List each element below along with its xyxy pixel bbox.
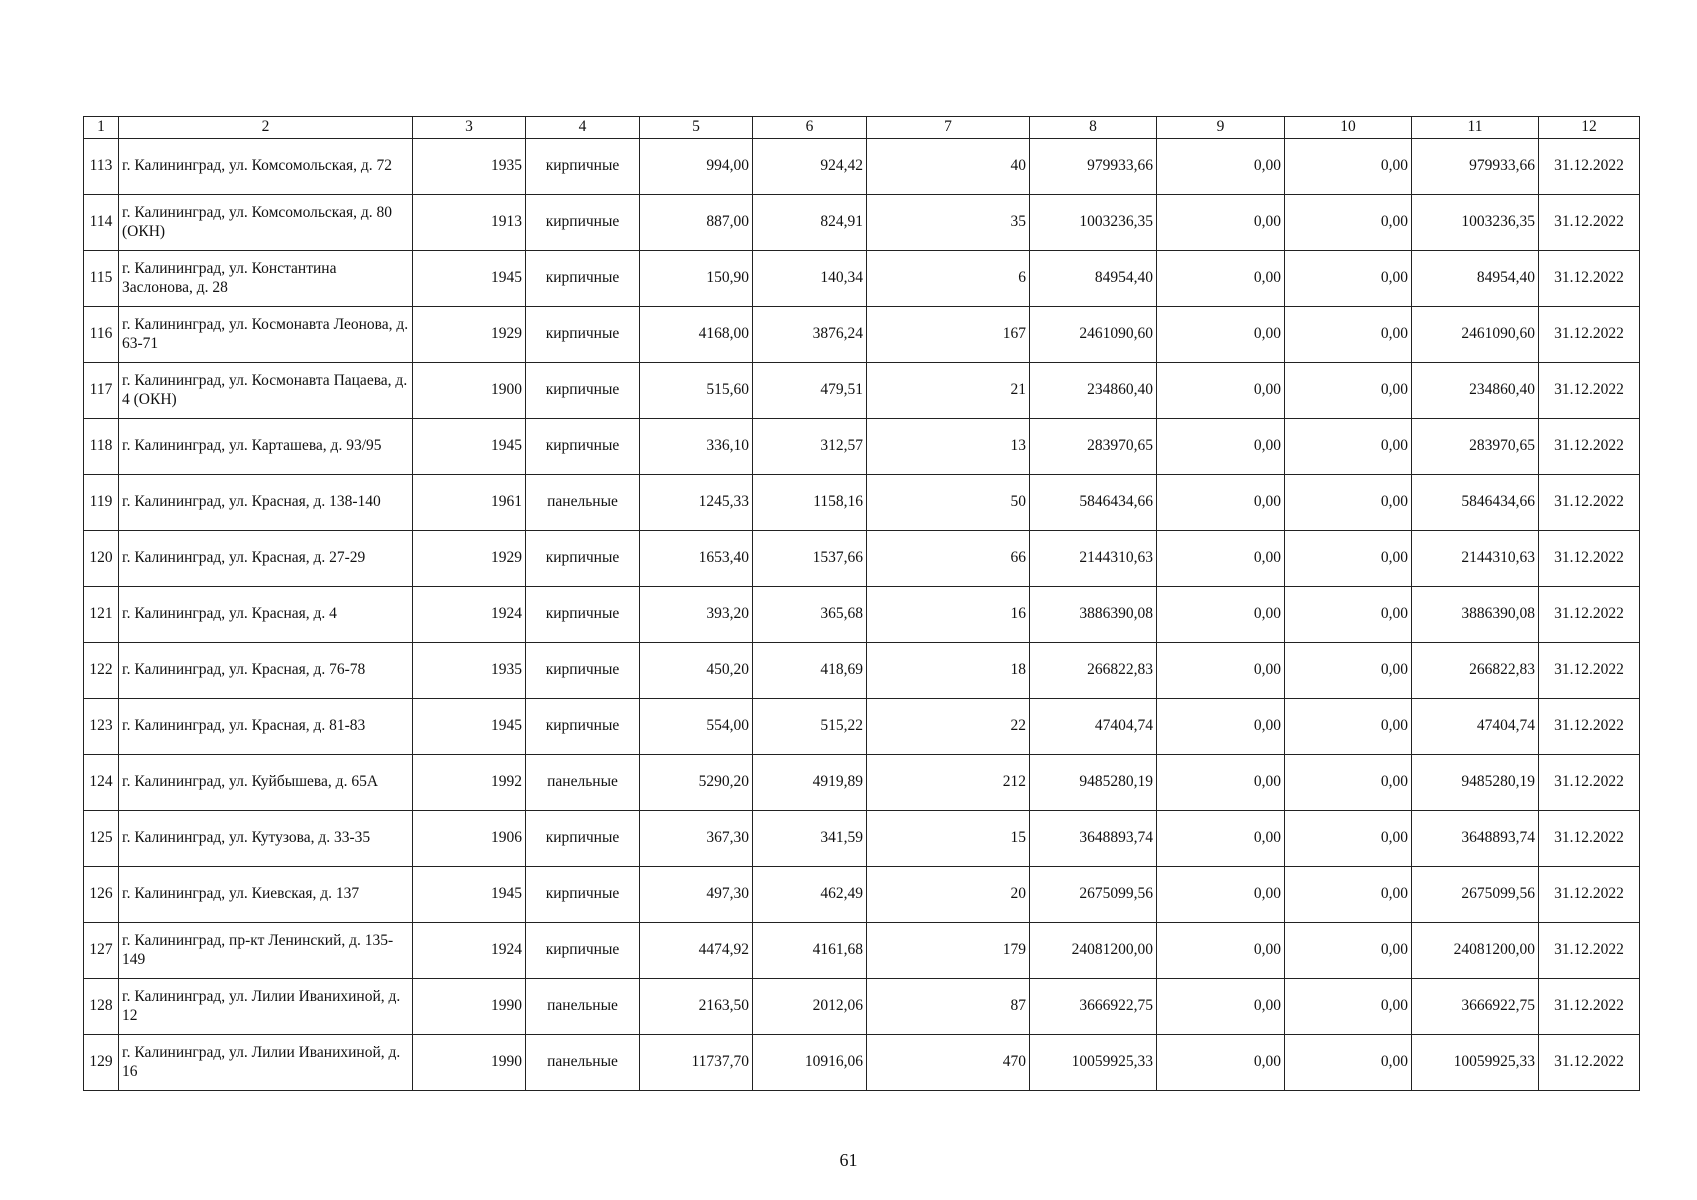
address-cell: г. Калининград, ул. Константина Заслонова, д. 28	[119, 251, 413, 307]
table-row	[84, 923, 1640, 979]
wall-material-cell: кирпичные	[526, 363, 640, 419]
living-area-cell: 2012,06	[753, 979, 867, 1035]
col-11-value-cell: 234860,40	[1412, 363, 1539, 419]
col-9-value-cell: 0,00	[1157, 923, 1285, 979]
column-header-12: 12	[1539, 117, 1640, 139]
build-year-cell: 1992	[413, 755, 526, 811]
row-index-cell: 124	[84, 755, 119, 811]
total-area-cell: 1653,40	[640, 531, 753, 587]
col-10-value-cell: 0,00	[1285, 363, 1412, 419]
col-11-value-cell: 2675099,56	[1412, 867, 1539, 923]
residents-cell: 13	[867, 419, 1030, 475]
cost-total-cell: 5846434,66	[1030, 475, 1157, 531]
col-10-value-cell: 0,00	[1285, 251, 1412, 307]
column-number-row	[84, 117, 1640, 139]
column-header-2: 2	[119, 117, 413, 139]
address-cell: г. Калининград, ул. Красная, д. 4	[119, 587, 413, 643]
build-year-cell: 1945	[413, 251, 526, 307]
address-cell: г. Калининград, ул. Красная, д. 27-29	[119, 531, 413, 587]
residents-cell: 20	[867, 867, 1030, 923]
table-row	[84, 979, 1640, 1035]
wall-material-cell: кирпичные	[526, 251, 640, 307]
residents-cell: 87	[867, 979, 1030, 1035]
address-cell: г. Калининград, ул. Куйбышева, д. 65А	[119, 755, 413, 811]
col-10-value-cell: 0,00	[1285, 307, 1412, 363]
total-area-cell: 497,30	[640, 867, 753, 923]
col-9-value-cell: 0,00	[1157, 307, 1285, 363]
build-year-cell: 1924	[413, 587, 526, 643]
total-area-cell: 5290,20	[640, 755, 753, 811]
wall-material-cell: кирпичные	[526, 811, 640, 867]
residents-cell: 167	[867, 307, 1030, 363]
table-row	[84, 699, 1640, 755]
living-area-cell: 10916,06	[753, 1035, 867, 1091]
wall-material-cell: кирпичные	[526, 531, 640, 587]
total-area-cell: 1245,33	[640, 475, 753, 531]
residents-cell: 18	[867, 643, 1030, 699]
address-cell: г. Калининград, ул. Кутузова, д. 33-35	[119, 811, 413, 867]
table-body	[84, 139, 1640, 1091]
table-row	[84, 251, 1640, 307]
total-area-cell: 11737,70	[640, 1035, 753, 1091]
col-9-value-cell: 0,00	[1157, 139, 1285, 195]
col-11-value-cell: 266822,83	[1412, 643, 1539, 699]
col-10-value-cell: 0,00	[1285, 811, 1412, 867]
col-10-value-cell: 0,00	[1285, 195, 1412, 251]
build-year-cell: 1906	[413, 811, 526, 867]
residents-cell: 50	[867, 475, 1030, 531]
deadline-date-cell: 31.12.2022	[1539, 307, 1640, 363]
col-9-value-cell: 0,00	[1157, 811, 1285, 867]
address-cell: г. Калининград, пр-кт Ленинский, д. 135-149	[119, 923, 413, 979]
deadline-date-cell: 31.12.2022	[1539, 867, 1640, 923]
column-header-1: 1	[84, 117, 119, 139]
wall-material-cell: кирпичные	[526, 419, 640, 475]
row-index-cell: 120	[84, 531, 119, 587]
deadline-date-cell: 31.12.2022	[1539, 755, 1640, 811]
residents-cell: 179	[867, 923, 1030, 979]
total-area-cell: 887,00	[640, 195, 753, 251]
table-row	[84, 811, 1640, 867]
total-area-cell: 336,10	[640, 419, 753, 475]
residents-cell: 15	[867, 811, 1030, 867]
address-cell: г. Калининград, ул. Красная, д. 81-83	[119, 699, 413, 755]
col-9-value-cell: 0,00	[1157, 195, 1285, 251]
col-10-value-cell: 0,00	[1285, 419, 1412, 475]
cost-total-cell: 1003236,35	[1030, 195, 1157, 251]
col-10-value-cell: 0,00	[1285, 867, 1412, 923]
address-cell: г. Калининград, ул. Лилии Иванихиной, д. 12	[119, 979, 413, 1035]
build-year-cell: 1935	[413, 139, 526, 195]
deadline-date-cell: 31.12.2022	[1539, 923, 1640, 979]
residents-cell: 22	[867, 699, 1030, 755]
cost-total-cell: 3648893,74	[1030, 811, 1157, 867]
address-cell: г. Калининград, ул. Комсомольская, д. 80 (ОКН)	[119, 195, 413, 251]
deadline-date-cell: 31.12.2022	[1539, 811, 1640, 867]
total-area-cell: 4168,00	[640, 307, 753, 363]
total-area-cell: 2163,50	[640, 979, 753, 1035]
build-year-cell: 1961	[413, 475, 526, 531]
col-9-value-cell: 0,00	[1157, 587, 1285, 643]
row-index-cell: 115	[84, 251, 119, 307]
row-index-cell: 119	[84, 475, 119, 531]
deadline-date-cell: 31.12.2022	[1539, 195, 1640, 251]
address-cell: г. Калининград, ул. Лилии Иванихиной, д. 16	[119, 1035, 413, 1091]
cost-total-cell: 3886390,08	[1030, 587, 1157, 643]
col-10-value-cell: 0,00	[1285, 643, 1412, 699]
residents-cell: 40	[867, 139, 1030, 195]
table-row	[84, 1035, 1640, 1091]
build-year-cell: 1929	[413, 531, 526, 587]
build-year-cell: 1924	[413, 923, 526, 979]
cost-total-cell: 2675099,56	[1030, 867, 1157, 923]
column-header-3: 3	[413, 117, 526, 139]
row-index-cell: 116	[84, 307, 119, 363]
cost-total-cell: 47404,74	[1030, 699, 1157, 755]
build-year-cell: 1945	[413, 419, 526, 475]
column-header-9: 9	[1157, 117, 1285, 139]
cost-total-cell: 234860,40	[1030, 363, 1157, 419]
living-area-cell: 341,59	[753, 811, 867, 867]
deadline-date-cell: 31.12.2022	[1539, 419, 1640, 475]
row-index-cell: 118	[84, 419, 119, 475]
col-10-value-cell: 0,00	[1285, 139, 1412, 195]
table-row	[84, 195, 1640, 251]
cost-total-cell: 3666922,75	[1030, 979, 1157, 1035]
deadline-date-cell: 31.12.2022	[1539, 139, 1640, 195]
col-9-value-cell: 0,00	[1157, 755, 1285, 811]
table-row	[84, 643, 1640, 699]
cost-total-cell: 24081200,00	[1030, 923, 1157, 979]
living-area-cell: 140,34	[753, 251, 867, 307]
residents-cell: 66	[867, 531, 1030, 587]
col-9-value-cell: 0,00	[1157, 867, 1285, 923]
build-year-cell: 1990	[413, 1035, 526, 1091]
col-11-value-cell: 2144310,63	[1412, 531, 1539, 587]
build-year-cell: 1935	[413, 643, 526, 699]
col-10-value-cell: 0,00	[1285, 699, 1412, 755]
col-9-value-cell: 0,00	[1157, 531, 1285, 587]
col-11-value-cell: 3666922,75	[1412, 979, 1539, 1035]
build-year-cell: 1929	[413, 307, 526, 363]
column-header-11: 11	[1412, 117, 1539, 139]
col-10-value-cell: 0,00	[1285, 475, 1412, 531]
wall-material-cell: панельные	[526, 475, 640, 531]
address-cell: г. Калининград, ул. Киевская, д. 137	[119, 867, 413, 923]
build-year-cell: 1913	[413, 195, 526, 251]
page-number: 61	[839, 1150, 858, 1170]
col-9-value-cell: 0,00	[1157, 251, 1285, 307]
address-cell: г. Калининград, ул. Красная, д. 138-140	[119, 475, 413, 531]
col-11-value-cell: 979933,66	[1412, 139, 1539, 195]
living-area-cell: 312,57	[753, 419, 867, 475]
col-10-value-cell: 0,00	[1285, 1035, 1412, 1091]
row-index-cell: 128	[84, 979, 119, 1035]
residents-cell: 16	[867, 587, 1030, 643]
cost-total-cell: 979933,66	[1030, 139, 1157, 195]
table-row	[84, 363, 1640, 419]
column-header-5: 5	[640, 117, 753, 139]
address-cell: г. Калининград, ул. Комсомольская, д. 72	[119, 139, 413, 195]
total-area-cell: 367,30	[640, 811, 753, 867]
build-year-cell: 1900	[413, 363, 526, 419]
deadline-date-cell: 31.12.2022	[1539, 587, 1640, 643]
address-cell: г. Калининград, ул. Космонавта Пацаева, д. 4 (ОКН)	[119, 363, 413, 419]
wall-material-cell: кирпичные	[526, 195, 640, 251]
col-11-value-cell: 24081200,00	[1412, 923, 1539, 979]
living-area-cell: 924,42	[753, 139, 867, 195]
wall-material-cell: кирпичные	[526, 587, 640, 643]
column-header-10: 10	[1285, 117, 1412, 139]
deadline-date-cell: 31.12.2022	[1539, 643, 1640, 699]
table-row	[84, 755, 1640, 811]
row-index-cell: 127	[84, 923, 119, 979]
col-11-value-cell: 5846434,66	[1412, 475, 1539, 531]
total-area-cell: 150,90	[640, 251, 753, 307]
deadline-date-cell: 31.12.2022	[1539, 979, 1640, 1035]
row-index-cell: 125	[84, 811, 119, 867]
total-area-cell: 450,20	[640, 643, 753, 699]
column-header-8: 8	[1030, 117, 1157, 139]
cost-total-cell: 2144310,63	[1030, 531, 1157, 587]
deadline-date-cell: 31.12.2022	[1539, 363, 1640, 419]
col-11-value-cell: 2461090,60	[1412, 307, 1539, 363]
living-area-cell: 1158,16	[753, 475, 867, 531]
living-area-cell: 462,49	[753, 867, 867, 923]
col-11-value-cell: 1003236,35	[1412, 195, 1539, 251]
living-area-cell: 479,51	[753, 363, 867, 419]
wall-material-cell: кирпичные	[526, 923, 640, 979]
address-cell: г. Калининград, ул. Космонавта Леонова, д. 63-71	[119, 307, 413, 363]
deadline-date-cell: 31.12.2022	[1539, 531, 1640, 587]
total-area-cell: 994,00	[640, 139, 753, 195]
cost-total-cell: 283970,65	[1030, 419, 1157, 475]
housing-register-table	[83, 116, 1640, 1091]
row-index-cell: 123	[84, 699, 119, 755]
col-10-value-cell: 0,00	[1285, 755, 1412, 811]
col-10-value-cell: 0,00	[1285, 587, 1412, 643]
wall-material-cell: панельные	[526, 1035, 640, 1091]
col-9-value-cell: 0,00	[1157, 979, 1285, 1035]
col-11-value-cell: 10059925,33	[1412, 1035, 1539, 1091]
wall-material-cell: кирпичные	[526, 643, 640, 699]
row-index-cell: 114	[84, 195, 119, 251]
col-11-value-cell: 47404,74	[1412, 699, 1539, 755]
deadline-date-cell: 31.12.2022	[1539, 1035, 1640, 1091]
living-area-cell: 3876,24	[753, 307, 867, 363]
col-11-value-cell: 283970,65	[1412, 419, 1539, 475]
col-9-value-cell: 0,00	[1157, 643, 1285, 699]
cost-total-cell: 266822,83	[1030, 643, 1157, 699]
table-row	[84, 139, 1640, 195]
wall-material-cell: кирпичные	[526, 699, 640, 755]
residents-cell: 21	[867, 363, 1030, 419]
table-row	[84, 531, 1640, 587]
col-10-value-cell: 0,00	[1285, 923, 1412, 979]
cost-total-cell: 84954,40	[1030, 251, 1157, 307]
col-11-value-cell: 3648893,74	[1412, 811, 1539, 867]
col-9-value-cell: 0,00	[1157, 363, 1285, 419]
cost-total-cell: 2461090,60	[1030, 307, 1157, 363]
col-10-value-cell: 0,00	[1285, 531, 1412, 587]
col-9-value-cell: 0,00	[1157, 475, 1285, 531]
total-area-cell: 554,00	[640, 699, 753, 755]
living-area-cell: 4161,68	[753, 923, 867, 979]
total-area-cell: 393,20	[640, 587, 753, 643]
col-9-value-cell: 0,00	[1157, 699, 1285, 755]
wall-material-cell: кирпичные	[526, 139, 640, 195]
col-10-value-cell: 0,00	[1285, 979, 1412, 1035]
row-index-cell: 113	[84, 139, 119, 195]
table-row	[84, 307, 1640, 363]
table-row	[84, 867, 1640, 923]
address-cell: г. Калининград, ул. Красная, д. 76-78	[119, 643, 413, 699]
build-year-cell: 1990	[413, 979, 526, 1035]
deadline-date-cell: 31.12.2022	[1539, 251, 1640, 307]
deadline-date-cell: 31.12.2022	[1539, 475, 1640, 531]
col-9-value-cell: 0,00	[1157, 1035, 1285, 1091]
living-area-cell: 365,68	[753, 587, 867, 643]
living-area-cell: 824,91	[753, 195, 867, 251]
table-row	[84, 475, 1640, 531]
residents-cell: 6	[867, 251, 1030, 307]
row-index-cell: 117	[84, 363, 119, 419]
build-year-cell: 1945	[413, 699, 526, 755]
deadline-date-cell: 31.12.2022	[1539, 699, 1640, 755]
table-row	[84, 419, 1640, 475]
living-area-cell: 1537,66	[753, 531, 867, 587]
col-9-value-cell: 0,00	[1157, 419, 1285, 475]
wall-material-cell: кирпичные	[526, 867, 640, 923]
living-area-cell: 4919,89	[753, 755, 867, 811]
row-index-cell: 122	[84, 643, 119, 699]
living-area-cell: 515,22	[753, 699, 867, 755]
residents-cell: 35	[867, 195, 1030, 251]
cost-total-cell: 10059925,33	[1030, 1035, 1157, 1091]
wall-material-cell: панельные	[526, 755, 640, 811]
total-area-cell: 4474,92	[640, 923, 753, 979]
column-header-7: 7	[867, 117, 1030, 139]
living-area-cell: 418,69	[753, 643, 867, 699]
residents-cell: 212	[867, 755, 1030, 811]
residents-cell: 470	[867, 1035, 1030, 1091]
row-index-cell: 129	[84, 1035, 119, 1091]
col-11-value-cell: 84954,40	[1412, 251, 1539, 307]
col-11-value-cell: 9485280,19	[1412, 755, 1539, 811]
total-area-cell: 515,60	[640, 363, 753, 419]
wall-material-cell: кирпичные	[526, 307, 640, 363]
address-cell: г. Калининград, ул. Карташева, д. 93/95	[119, 419, 413, 475]
row-index-cell: 126	[84, 867, 119, 923]
cost-total-cell: 9485280,19	[1030, 755, 1157, 811]
col-11-value-cell: 3886390,08	[1412, 587, 1539, 643]
column-header-6: 6	[753, 117, 867, 139]
build-year-cell: 1945	[413, 867, 526, 923]
table-row	[84, 587, 1640, 643]
wall-material-cell: панельные	[526, 979, 640, 1035]
row-index-cell: 121	[84, 587, 119, 643]
column-header-4: 4	[526, 117, 640, 139]
